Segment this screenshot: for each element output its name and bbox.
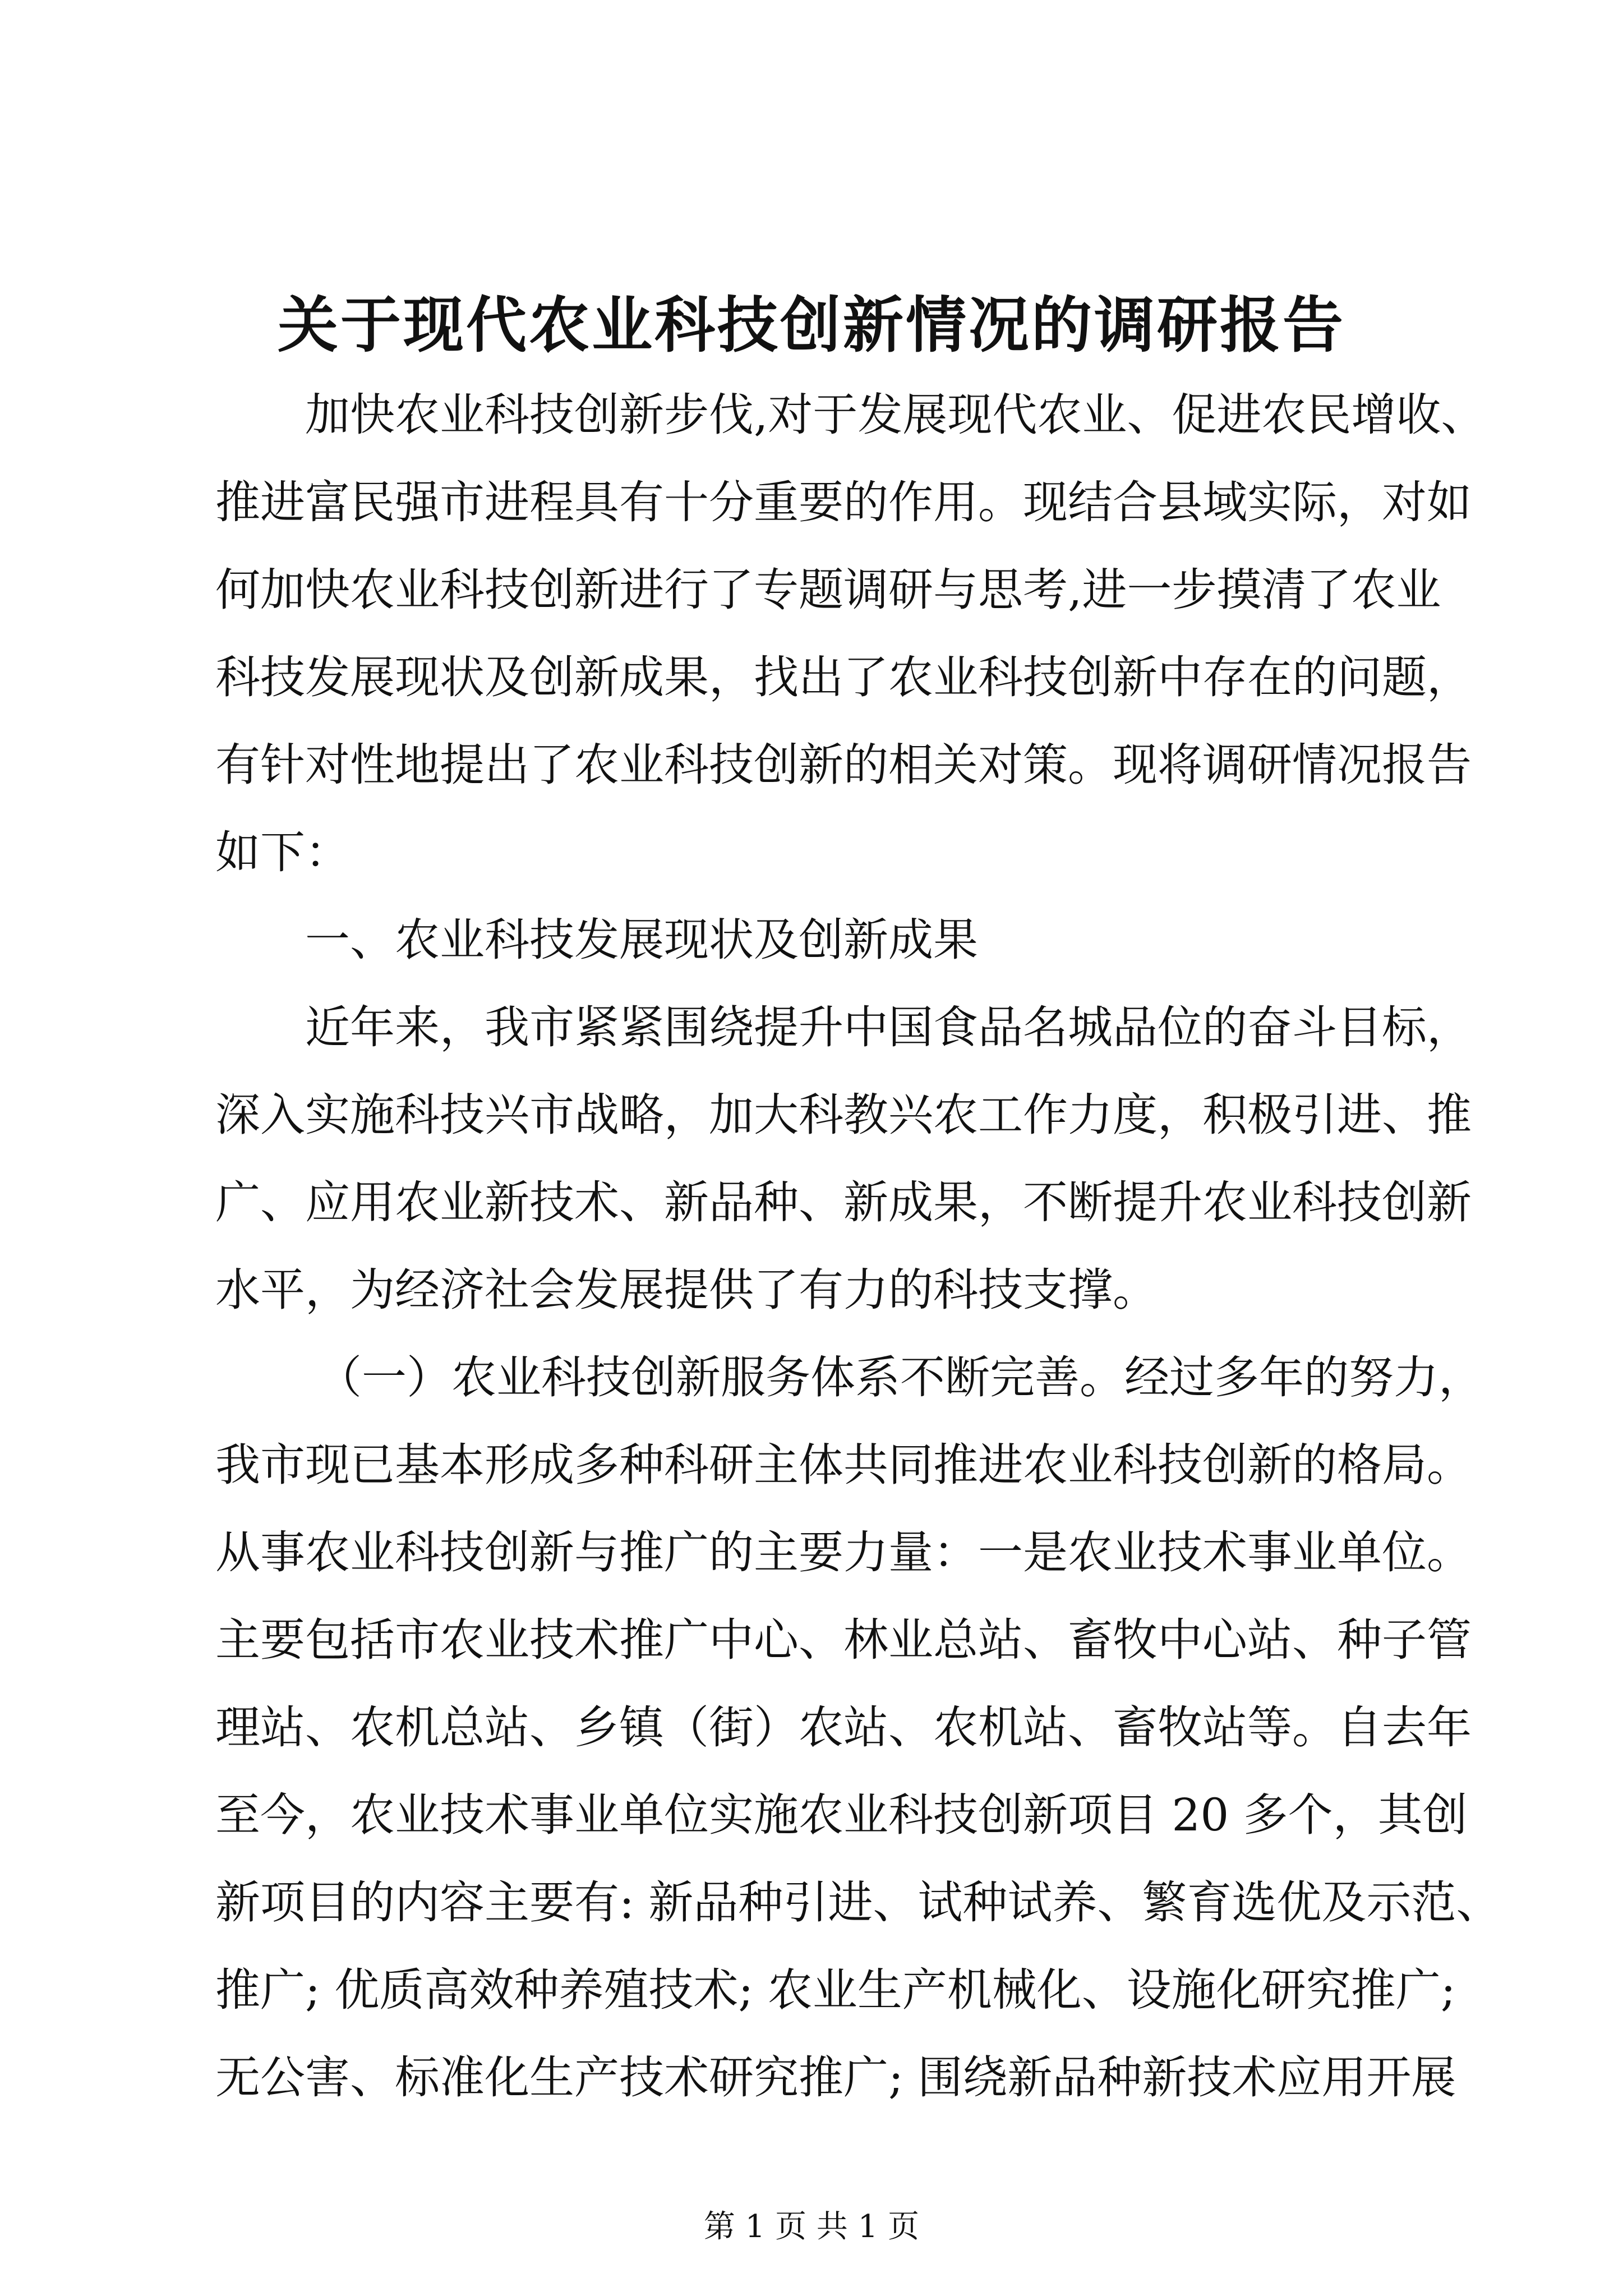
- paragraph-line: 深入实施科技兴市战略，加大科教兴农工作力度，积极引进、推: [215, 1089, 1472, 1141]
- paragraph-line: 如下：: [215, 826, 350, 878]
- paragraph-line: 广、应用农业新技术、新品种、新成果，不断提升农业科技创新: [215, 1176, 1472, 1228]
- paragraph-line: 近年来，我市紧紧围绕提升中国食品名城品位的奋斗目标，: [305, 1001, 1472, 1053]
- paragraph-line: 加快农业科技创新步伐,对于发展现代农业、促进农民增收、: [305, 389, 1486, 441]
- section-heading: 一、农业科技发展现状及创新成果: [305, 914, 978, 966]
- paragraph-line: 推进富民强市进程具有十分重要的作用。现结合县域实际，对如: [215, 476, 1472, 528]
- document-title: 关于现代农业科技创新情况的调研报告: [277, 290, 1345, 361]
- paragraph-line: 科技发展现状及创新成果，找出了农业科技创新中存在的问题，: [215, 651, 1472, 703]
- paragraph-line: 推广; 优质高效种养殖技术; 农业生产机械化、设施化研究推广;: [215, 1964, 1456, 2016]
- paragraph-line: 从事农业科技创新与推广的主要力量：一是农业技术事业单位。: [215, 1526, 1472, 1579]
- paragraph-line: 至今，农业技术事业单位实施农业科技创新项目 20 多个，其创: [215, 1789, 1468, 1841]
- paragraph-line: 理站、农机总站、乡镇（街）农站、农机站、畜牧站等。自去年: [215, 1701, 1472, 1754]
- paragraph-line: 有针对性地提出了农业科技创新的相关对策。现将调研情况报告: [215, 739, 1472, 791]
- paragraph-line: （一）农业科技创新服务体系不断完善。经过多年的努力，: [317, 1351, 1483, 1404]
- paragraph-line: 主要包括市农业技术推广中心、林业总站、畜牧中心站、种子管: [215, 1614, 1472, 1666]
- paragraph-line: 无公害、标准化生产技术研究推广; 围绕新品种新技术应用开展: [215, 2051, 1456, 2104]
- paragraph-line: 新项目的内容主要有: 新品种引进、试种试养、繁育选优及示范、: [215, 1876, 1501, 1929]
- paragraph-line: 水平，为经济社会发展提供了有力的科技支撑。: [215, 1264, 1158, 1316]
- paragraph-line: 何加快农业科技创新进行了专题调研与思考,进一步摸清了农业: [215, 564, 1441, 616]
- page-footer: 第 1 页 共 1 页: [703, 2208, 920, 2245]
- paragraph-line: 我市现已基本形成多种科研主体共同推进农业科技创新的格局。: [215, 1439, 1472, 1491]
